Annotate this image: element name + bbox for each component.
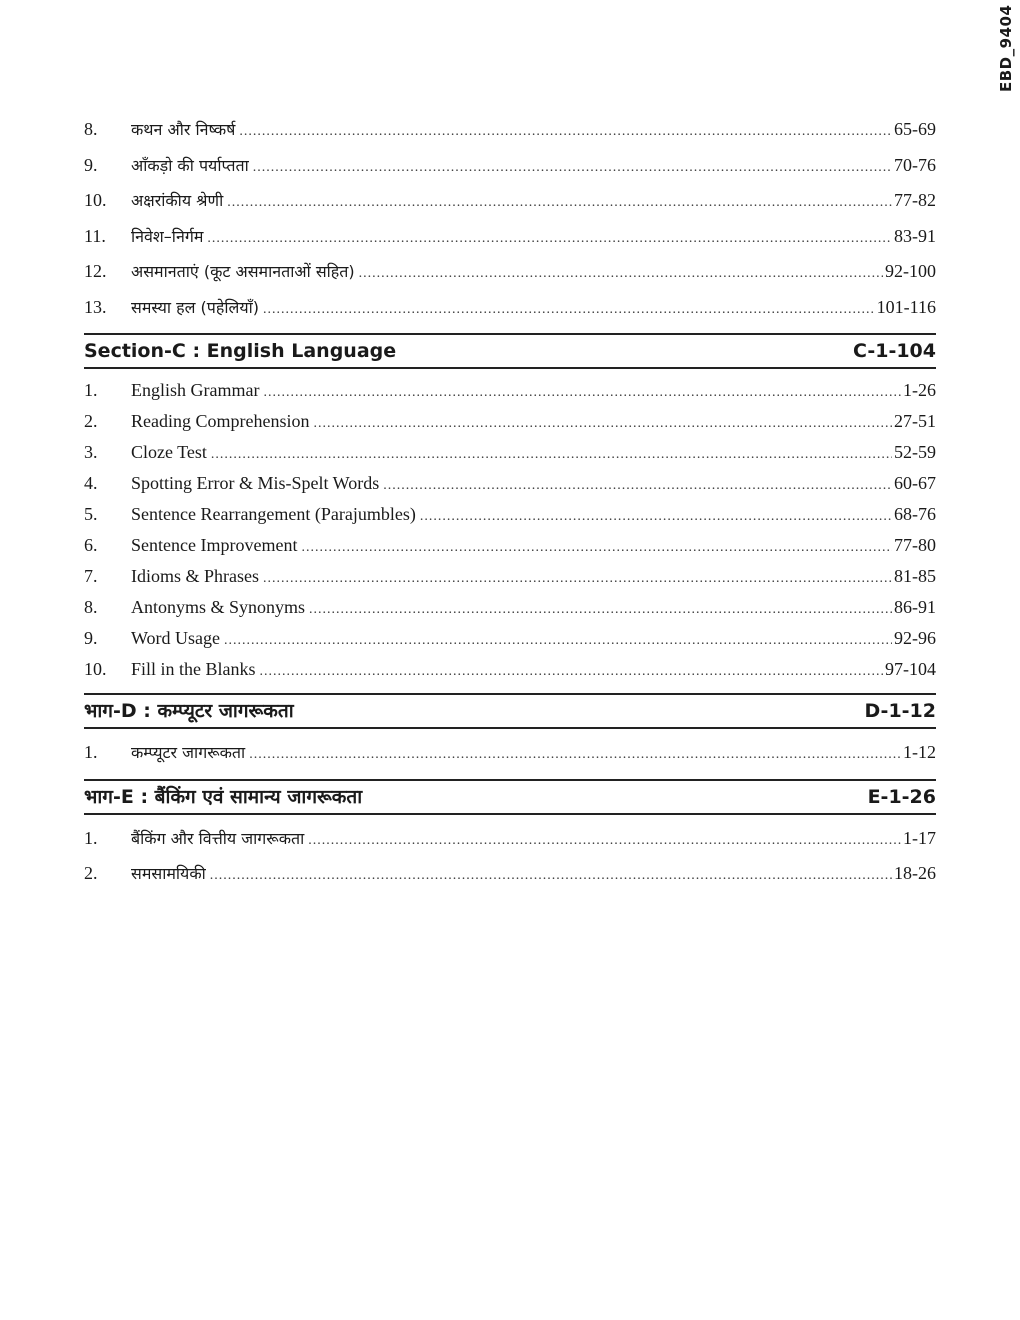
- toc-entry[interactable]: [84, 112, 936, 148]
- entry-pages: 101-116: [876, 296, 936, 317]
- entry-number: 11.: [84, 225, 106, 246]
- entry-title: आँकड़ो की पर्याप्तता: [131, 155, 249, 175]
- entry-number: 6.: [84, 535, 98, 555]
- dot-leader: [224, 625, 892, 656]
- entry-pages: 1-12: [903, 742, 936, 762]
- entry-title: Cloze Test: [131, 442, 207, 462]
- toc-entry[interactable]: [84, 499, 936, 530]
- toc-entry[interactable]: [84, 468, 936, 499]
- section-title: Section-C : English Language: [84, 340, 397, 362]
- toc-entry[interactable]: [84, 375, 936, 406]
- entry-pages: 18-26: [894, 863, 936, 883]
- dot-leader: [359, 256, 883, 292]
- entry-number: 2.: [84, 411, 98, 431]
- entry-number: 9.: [84, 154, 98, 175]
- entry-pages: 92-100: [885, 261, 936, 281]
- dot-leader: [263, 563, 892, 594]
- entry-title: कथन और निष्कर्ष: [131, 120, 236, 139]
- part-b-list: [84, 112, 936, 325]
- entry-pages: 27-51: [894, 411, 936, 431]
- dot-leader: [309, 594, 892, 625]
- dot-leader: [211, 439, 892, 470]
- section-c-header: [84, 333, 936, 369]
- entry-number: 1.: [84, 827, 98, 848]
- toc-entry[interactable]: [84, 148, 936, 184]
- section-pages: E-1-26: [867, 785, 936, 808]
- toc-entry[interactable]: [84, 183, 936, 219]
- entry-pages: 81-85: [894, 566, 936, 586]
- dot-leader: [313, 408, 892, 439]
- entry-number: 4.: [84, 473, 98, 493]
- entry-pages: 86-91: [894, 597, 936, 617]
- toc-entry[interactable]: [84, 437, 936, 468]
- toc-entry[interactable]: [84, 290, 936, 326]
- entry-pages: 68-76: [894, 504, 936, 524]
- entry-title: कम्प्यूटर जागरूकता: [131, 743, 246, 762]
- entry-pages: 77-80: [894, 535, 936, 555]
- page-code: EBD_9404: [997, 4, 1015, 92]
- entry-title: Fill in the Blanks: [131, 659, 256, 679]
- entry-number: 13.: [84, 296, 107, 317]
- entry-title: समसामयिकी: [131, 864, 206, 883]
- entry-pages: 97-104: [885, 659, 936, 679]
- dot-leader: [301, 532, 892, 563]
- dot-leader: [207, 221, 892, 257]
- section-title: भाग-E : बैंकिंग एवं सामान्य जागरूकता: [84, 785, 363, 808]
- entry-title: Sentence Improvement: [131, 535, 298, 555]
- dot-leader: [239, 114, 892, 150]
- toc-entry[interactable]: [84, 219, 936, 255]
- entry-title: Idioms & Phrases: [131, 566, 259, 586]
- section-e-header: [84, 779, 936, 815]
- entry-title: बैंकिंग और वित्तीय जागरूकता: [131, 828, 305, 848]
- entry-pages: 60-67: [894, 473, 936, 493]
- entry-number: 8.: [84, 597, 98, 617]
- entry-title: निवेश–निर्गम: [131, 226, 204, 246]
- table-of-contents: [84, 112, 936, 892]
- section-pages: D-1-12: [864, 700, 936, 722]
- entry-title: Word Usage: [131, 628, 221, 648]
- entry-title: असमानताएं (कूट असमानताओं सहित): [131, 262, 355, 281]
- dot-leader: [263, 292, 875, 328]
- entry-number: 7.: [84, 566, 98, 586]
- section-c-list: [84, 375, 936, 685]
- toc-entry[interactable]: [84, 530, 936, 561]
- toc-entry[interactable]: [84, 623, 936, 654]
- dot-leader: [260, 656, 883, 687]
- entry-title: Reading Comprehension: [131, 411, 310, 431]
- entry-title: Sentence Rearrangement (Parajumbles): [131, 504, 416, 524]
- toc-entry[interactable]: [84, 654, 936, 685]
- entry-pages: 83-91: [894, 225, 936, 246]
- toc-entry[interactable]: [84, 406, 936, 437]
- section-d-list: [84, 735, 936, 771]
- dot-leader: [383, 470, 892, 501]
- entry-pages: 70-76: [894, 154, 936, 175]
- dot-leader: [263, 377, 901, 408]
- entry-number: 9.: [84, 628, 98, 648]
- entry-number: 5.: [84, 504, 98, 524]
- section-title: भाग-D : कम्प्यूटर जागरूकता: [84, 700, 294, 722]
- entry-number: 1.: [84, 742, 98, 762]
- dot-leader: [420, 501, 892, 532]
- toc-entry[interactable]: [84, 254, 936, 290]
- entry-pages: 1-17: [903, 827, 936, 848]
- dot-leader: [249, 737, 901, 773]
- toc-entry[interactable]: [84, 735, 936, 771]
- entry-number: 1.: [84, 380, 98, 400]
- entry-pages: 92-96: [894, 628, 936, 648]
- entry-pages: 52-59: [894, 442, 936, 462]
- entry-number: 8.: [84, 119, 98, 139]
- entry-number: 12.: [84, 261, 107, 281]
- entry-pages: 1-26: [903, 380, 936, 400]
- entry-title: English Grammar: [131, 380, 260, 400]
- toc-entry[interactable]: [84, 561, 936, 592]
- entry-title: Spotting Error & Mis-Spelt Words: [131, 473, 380, 493]
- dot-leader: [227, 185, 892, 221]
- entry-number: 3.: [84, 442, 98, 462]
- entry-title: अक्षरांकीय श्रेणी: [131, 191, 224, 210]
- section-e-list: [84, 821, 936, 892]
- dot-leader: [210, 858, 892, 894]
- entry-pages: 77-82: [894, 190, 936, 210]
- section-d-header: [84, 693, 936, 729]
- entry-pages: 65-69: [894, 119, 936, 139]
- toc-entry[interactable]: [84, 856, 936, 892]
- section-pages: C-1-104: [852, 340, 936, 362]
- entry-number: 10.: [84, 190, 107, 210]
- entry-number: 10.: [84, 659, 107, 679]
- toc-entry[interactable]: [84, 821, 936, 857]
- entry-number: 2.: [84, 863, 98, 883]
- dot-leader: [308, 823, 901, 859]
- dot-leader: [253, 150, 892, 186]
- toc-entry[interactable]: [84, 592, 936, 623]
- entry-title: समस्या हल (पहेलियाँ): [131, 297, 260, 317]
- entry-title: Antonyms & Synonyms: [131, 597, 306, 617]
